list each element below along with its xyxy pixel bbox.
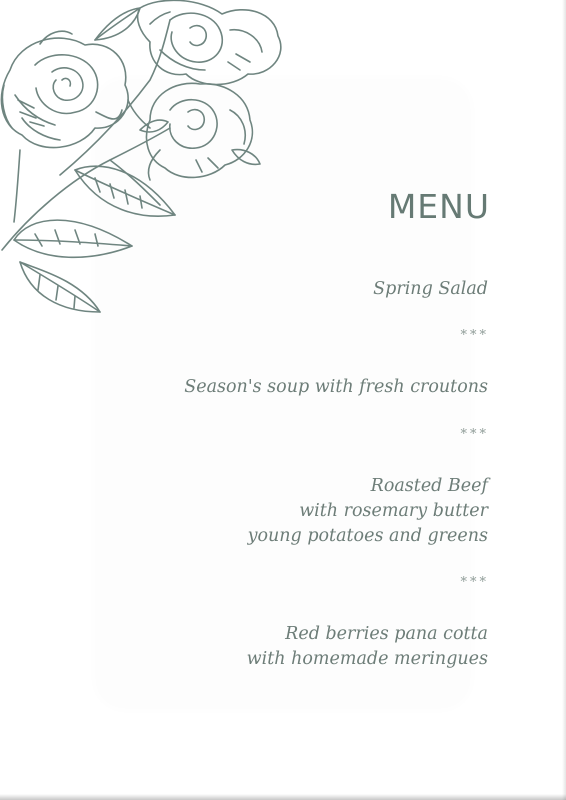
card-bottom-shadow [0,794,566,800]
course-3-line-3: young potatoes and greens [247,526,488,546]
card-edge-shadow [562,0,566,800]
course-2-line-1: Season's soup with fresh croutons [184,377,488,397]
course-separator: *** [460,575,489,590]
course-4-line-2: with homemade meringues [246,649,488,669]
course-separator: *** [460,328,489,343]
course-3-line-1: Roasted Beef [370,476,488,496]
menu-title: MENU [387,187,490,226]
course-separator: *** [460,427,489,442]
rose-bouquet-icon [0,0,290,320]
course-1-line-1: Spring Salad [373,279,488,299]
course-3-line-2: with rosemary butter [299,501,488,521]
course-4-line-1: Red berries pana cotta [285,624,488,644]
